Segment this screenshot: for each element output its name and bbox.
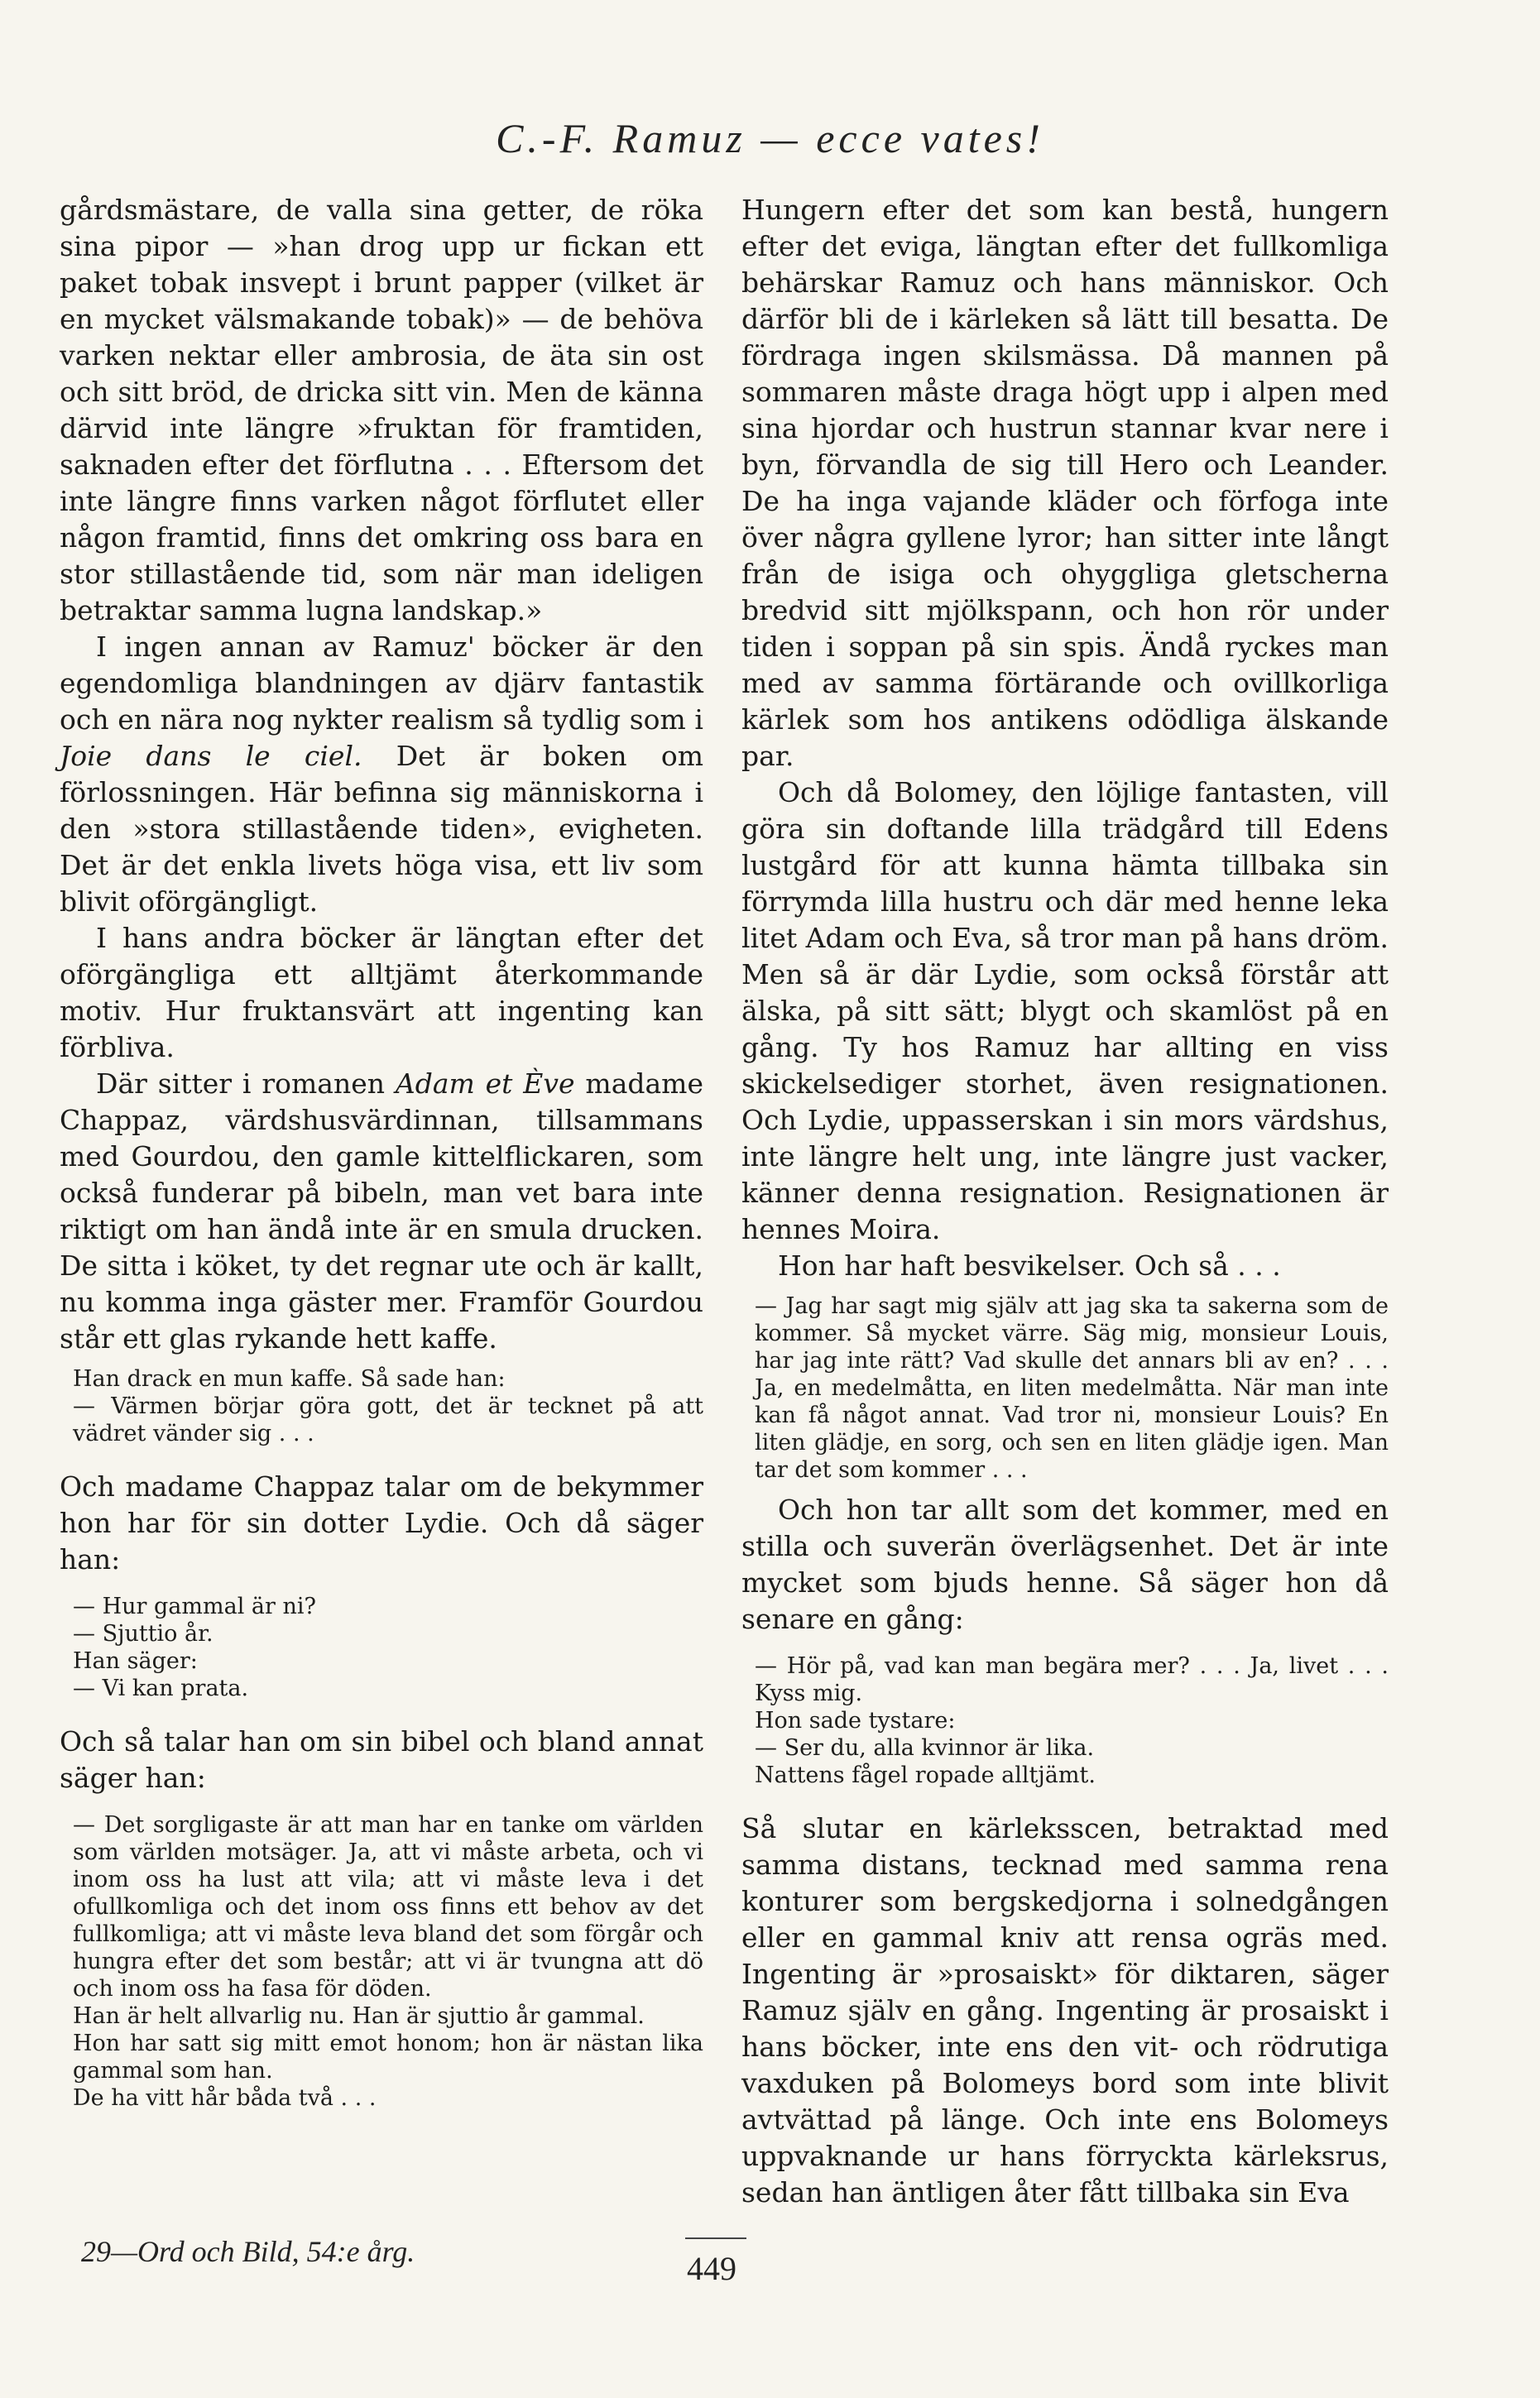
paragraph: Hon har haft besvikelser. Och så . . . — [778, 1249, 1281, 1282]
paragraph: gårdsmästare, de valla sina getter, de röka sina pipor — »han drog upp ur fickan ett paket tobak insvept i brunt papper (vilket är en mycket välsmakande tobak)» — de behöva varken nektar eller ambrosia, de äta sin ost och sitt bröd, de dricka sitt vin. Men de känna därvid inte längre »fruktan för framtiden, saknaden efter det förflutna . . . Eftersom det inte längre finns varken något förflutet eller någon framtid, finns det omkring oss bara en stor stillastående tid, som när man ideligen betraktar samma lugna landskap.» — [60, 194, 703, 626]
text-run: Det är boken om förlossningen. Här befinna sig människorna i den »stora stillastående tiden», evigheten. Det är det enkla livets höga visa, ett liv som blivit oförgängligt. — [60, 740, 703, 918]
left-column — [60, 192, 703, 2120]
quote-line: — Ser du, alla kvinnor är lika. — [755, 1735, 1095, 1761]
quote-line: Han är helt allvarlig nu. Han är sjuttio år gammal. — [73, 2003, 645, 2029]
quote-line: — Sjuttio år. — [73, 1621, 213, 1647]
book-title: Adam et Ève — [395, 1067, 575, 1100]
quote-line: Han säger: — [73, 1648, 198, 1674]
paragraph — [60, 1066, 703, 1357]
paragraph: Och så talar han om sin bibel och bland annat säger han: — [60, 1725, 703, 1794]
text-run: madame Chappaz, värdshusvärdinnan, tillsammans med Gourdou, den gamle kittelflickaren, som också funderar på bibeln, man vet bara inte riktigt om han ändå inte är en smula drucken. De sitta i köket, ty det regnar ute och är kallt, nu komma inga gäster mer. Framför Gourdou står ett glas rykande hett kaffe. — [60, 1067, 703, 1355]
paragraph: Hungern efter det som kan bestå, hungern efter det eviga, längtan efter det fullkomliga behärskar Ramuz och hans människor. Och därför bli de i kärleken så lätt till besatta. De fördraga ingen skilsmässa. Då mannen på sommaren måste draga högt upp i alpen med sina hjordar och hustrun stannar kvar nere i byn, förvandla de sig till Hero och Leander. De ha inga vajande kläder och förfoga inte över några gyllene lyror; han sitter inte långt från de isiga och ohyggliga gletscherna bredvid sitt mjölkspann, och hon rör under tiden i soppan på sin spis. Ändå ryckes man med av samma förtärande och ovillkorliga kärlek som hos antikens odödliga älskande par. — [741, 194, 1389, 772]
quotation — [60, 1811, 703, 2112]
paragraph: I hans andra böcker är längtan efter det oförgängliga ett alltjämt återkommande motiv. Hur fruktansvärt att ingenting kan förbliva. — [60, 922, 703, 1063]
page-number: 449 — [687, 2250, 736, 2287]
text-run: Där sitter i romanen — [96, 1067, 396, 1100]
quote-line: — Hör på, vad kan man begära mer? . . . Ja, livet . . . Kyss mig. — [755, 1653, 1389, 1706]
quote-line: De ha vitt hår båda två . . . — [73, 2085, 377, 2111]
paragraph: Och hon tar allt som det kommer, med en stilla och suverän överlägsenhet. Det är inte mycket som bjuds henne. Så säger hon då senare en gång: — [741, 1494, 1389, 1635]
footer-source: 29—Ord och Bild, 54:e årg. — [81, 2235, 415, 2268]
quote-line: Hon har satt sig mitt emot honom; hon är nästan lika gammal som han. — [73, 2031, 703, 2084]
quotation — [60, 1365, 703, 1447]
quotation — [741, 1293, 1389, 1484]
paragraph: Så slutar en kärleksscen, betraktad med samma distans, tecknad med samma rena konturer som bergskedjorna i solnedgången eller en gammal kniv att rensa ogräs med. Ingenting är »prosaiskt» för diktaren, säger Ramuz själv en gång. Ingenting är prosaiskt i hans böcker, inte ens den vit- och rödrutiga vaxduken på Bolomeys bord som inte blivit avtvättad på länge. Och inte ens Bolomeys uppvaknande ur hans förryckta kärleksrus, sedan han äntligen åter fått tillbaka sin Eva — [741, 1812, 1389, 2209]
quote-line: — Vi kan prata. — [73, 1676, 249, 1701]
quotation — [60, 1593, 703, 1702]
quotation — [741, 1652, 1389, 1789]
quote-line: Nattens fågel ropade alltjämt. — [755, 1763, 1096, 1788]
quote-line: — Det sorgligaste är att man har en tanke om världen som världen motsäger. Ja, att vi måste arbeta, och vi inom oss ha lust att vila; att vi måste leva i det ofullkomliga och det inom oss finns ett behov av det fullkomliga; att vi måste leva bland det som förgår och hungra efter det som består; att vi är tvungna att dö och inom oss ha fasa för döden. — [73, 1812, 703, 2002]
quote-line: — Jag har sagt mig själv att jag ska ta sakerna som de kommer. Så mycket värre. Säg mig, monsieur Louis, har jag inte rätt? Vad skulle det annars bli av en? . . . Ja, en medelmåtta, en liten medelmåtta. När man inte kan få något annat. Vad tror ni, monsieur Louis? En liten glädje, en sorg, och sen en liten glädje igen. Man tar det som kommer . . . — [755, 1293, 1389, 1483]
paragraph: Och då Bolomey, den löjlige fantasten, vill göra sin doftande lilla trädgård till Edens lustgård för att kunna hämta tillbaka sin förrymda lilla hustru och där med henne leka litet Adam och Eva, så tror man på hans dröm. Men så är där Lydie, som också förstår att älska, på sitt sätt; blygt och skamlöst på en gång. Ty hos Ramuz har allting en viss skickelsediger storhet, även resignationen. Och Lydie, uppasserskan i sin mors värdshus, inte längre helt ung, inte längre just vacker, känner denna resignation. Resignationen är hennes Moira. — [741, 776, 1389, 1245]
quote-line: — Värmen börjar göra gott, det är tecknet på att vädret vänder sig . . . — [73, 1393, 703, 1446]
running-header: C.-F. Ramuz — ecce vates! — [496, 115, 1044, 161]
book-title: Joie dans le ciel. — [60, 740, 362, 772]
quote-line: Hon sade tystare: — [755, 1708, 956, 1734]
quote-line: Han drack en mun kaffe. Så sade han: — [73, 1366, 506, 1392]
page-number-rule — [685, 2237, 746, 2239]
quote-line: — Hur gammal är ni? — [73, 1594, 316, 1619]
text-run: I ingen annan av Ramuz' böcker är den egendomliga blandningen av djärv fantastik och en nära nog nykter realism så tydlig som i — [60, 631, 703, 736]
paragraph: Och madame Chappaz talar om de bekymmer hon har för sin dotter Lydie. Och då säger han: — [60, 1470, 703, 1575]
right-column — [741, 192, 1389, 2211]
paragraph — [60, 629, 703, 920]
